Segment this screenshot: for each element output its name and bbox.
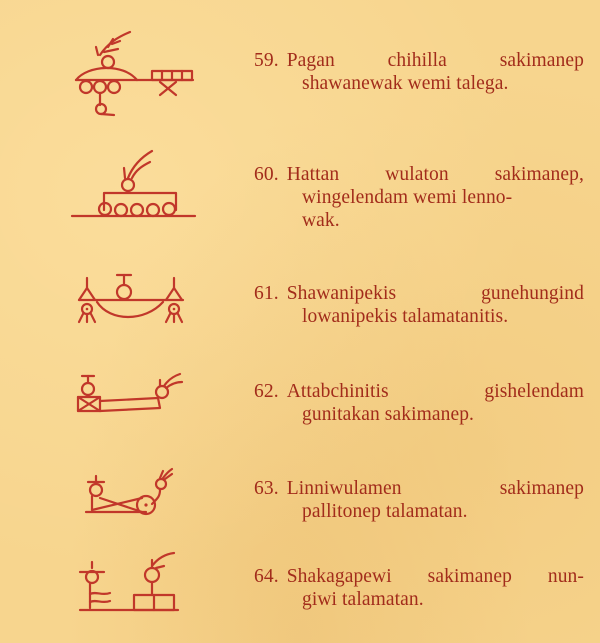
verse-line: gunitakan sakimanep. bbox=[302, 404, 475, 425]
verse-line: lowanipekis talamatanitis. bbox=[302, 306, 509, 327]
verse-line: giwi talamatan. bbox=[302, 589, 424, 610]
verse-line: Hattan wulaton sakimanep, bbox=[286, 164, 584, 185]
verse-number: 61. bbox=[254, 283, 279, 304]
verse-number: 63. bbox=[254, 478, 279, 499]
verse-text-62 bbox=[254, 380, 584, 426]
verse-line: Shawanipekis gunehungind bbox=[286, 283, 584, 304]
pictograph-60-icon bbox=[70, 148, 200, 218]
verse-line: wingelendam wemi lenno- bbox=[302, 187, 513, 208]
pictograph-63-icon bbox=[84, 468, 184, 528]
verse-number: 62. bbox=[254, 381, 279, 402]
verse-line: Shakagapewi sakimanep nun- bbox=[286, 566, 584, 587]
verse-text-59 bbox=[254, 49, 584, 95]
pictograph-64-icon bbox=[78, 550, 188, 615]
verse-line: Linniwulamen sakimanep bbox=[286, 478, 584, 499]
verse-line: pallitonep talamatan. bbox=[302, 501, 468, 522]
pictograph-61-icon bbox=[75, 272, 190, 332]
verse-number: 60. bbox=[254, 164, 279, 185]
verse-text-63 bbox=[254, 477, 584, 523]
verse-number: 59. bbox=[254, 50, 279, 71]
verse-text-61 bbox=[254, 282, 584, 328]
pictograph-62-icon bbox=[76, 370, 191, 420]
verse-line: Pagan chihilla sakimanep bbox=[286, 50, 584, 71]
verse-line: shawanewak wemi talega. bbox=[302, 73, 509, 94]
verse-line: wak. bbox=[302, 210, 340, 231]
verse-line: Attabchinitis gishelendam bbox=[286, 381, 584, 402]
verse-text-64 bbox=[254, 565, 584, 611]
verse-text-60 bbox=[254, 163, 584, 232]
pictograph-59-icon bbox=[68, 25, 198, 125]
verse-number: 64. bbox=[254, 566, 279, 587]
